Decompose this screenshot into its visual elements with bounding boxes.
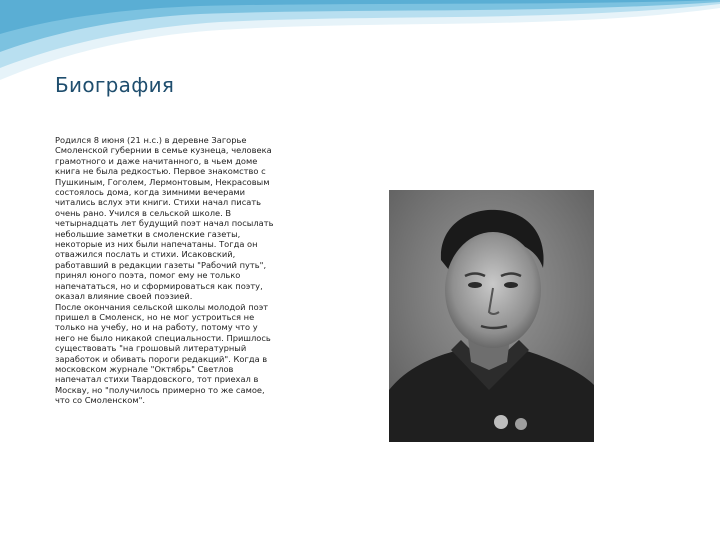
portrait-photo	[389, 190, 594, 442]
biography-text	[55, 135, 280, 406]
biography-paragraph-1: Родился 8 июня (21 н.с.) в деревне Загорье Смоленской губернии в семье кузнеца, человека грамотного и даже начитанного, в чьем доме книга не была редкостью. Первое знакомство с Пушкиным, Гоголем, Лермонтовым, Некрасовым состоялось дома, когда зимними вечерами читались вслух эти книги. Стихи начал писать очень рано. Учился в сельской школе. В четырнадцать лет будущий поэт начал посылать небольшие заметки в смоленские газеты, некоторые из них были напечатаны. Тогда он отважился послать и стихи. Исаковский, работавший в редакции газеты "Рабочий путь", принял юного поэта, помог ему не только напечататься, но и сформироваться как поэту, оказал влияние своей поэзией.	[55, 135, 274, 302]
biography-paragraph-2: После окончания сельской школы молодой поэт пришел в Смоленск, но не мог устроиться не только на учебу, но и на работу, потому что у него не было никакой специальности. Пришлось существовать "на грошовый литературный заработок и обивать пороги редакций". Когда в московском журнале "Октябрь" Светлов напечатал стихи Твардовского, тот приехал в Москву, но "получилось примерно то же самое, что со Смоленском".	[55, 301, 271, 406]
page-title: Биография	[55, 73, 175, 97]
